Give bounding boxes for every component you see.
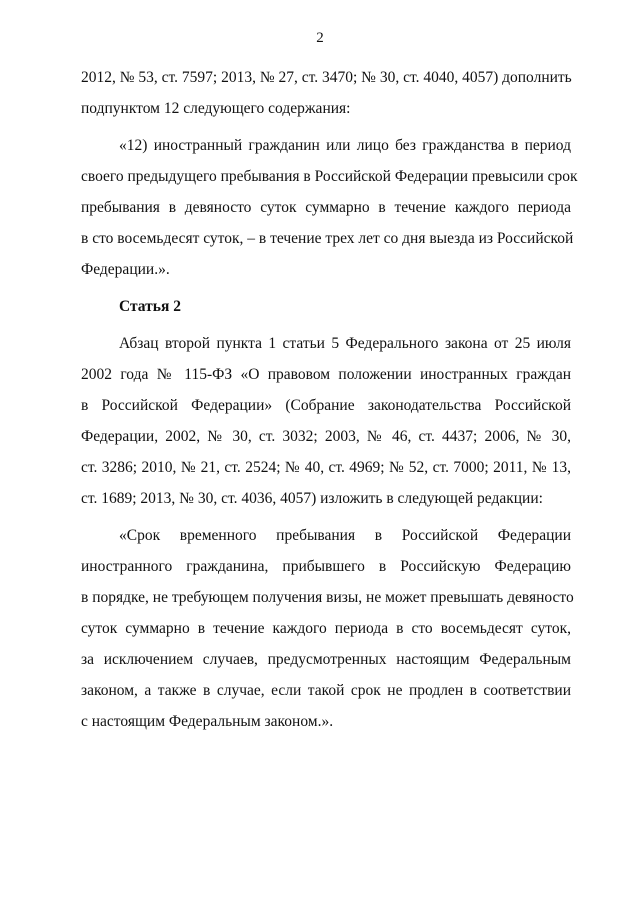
paragraph-amendment-intro [81,62,571,124]
paragraph-subclause-12 [81,130,578,285]
text-line: в сто восемьдесят суток, – в течение трех лет со дня выезда из Российской [81,230,574,247]
text-line: «12) иностранный гражданин или лицо без гражданства в период [119,137,571,154]
text-line: пребывания в девяносто суток суммарно в течение каждого периода [81,199,571,216]
text-line: в Российской Федерации» (Собрание законодательства Российской [81,397,571,414]
article-heading: Статья 2 [119,298,181,315]
text-line: суток суммарно в течение каждого периода в сто восемьдесят суток, [81,620,571,637]
text-line: Федерации.». [81,261,170,278]
document-body [81,62,578,743]
text-line: иностранного гражданина, прибывшего в Российскую Федерацию [81,558,571,575]
text-line: 2012, № 53, ст. 7597; 2013, № 27, ст. 3470; № 30, ст. 4040, 4057) дополнить [81,69,572,86]
text-line: законом, а также в случае, если такой срок не продлен в соответствии [81,682,571,699]
paragraph-article-2-intro [81,328,571,514]
text-line: ст. 1689; 2013, № 30, ст. 4036, 4057) изложить в следующей редакции: [81,490,543,507]
text-line: Федерации, 2002, № 30, ст. 3032; 2003, № 46, ст. 4437; 2006, № 30, [81,428,571,445]
text-line: подпунктом 12 следующего содержания: [81,100,351,117]
paragraph-new-wording [81,520,574,737]
text-line: ст. 3286; 2010, № 21, ст. 2524; № 40, ст. 4969; № 52, ст. 7000; 2011, № 13, [81,459,571,476]
text-line: своего предыдущего пребывания в Российской Федерации превысили срок [81,168,578,185]
text-line: Абзац второй пункта 1 статьи 5 Федерального закона от 25 июля [119,335,571,352]
page-number: 2 [316,30,324,46]
text-line: «Срок временного пребывания в Российской Федерации [119,527,571,544]
text-line: с настоящим Федеральным законом.». [81,713,334,730]
text-line: за исключением случаев, предусмотренных настоящим Федеральным [81,651,571,668]
text-line: 2002 года № 115-ФЗ «О правовом положении иностранных граждан [81,366,571,383]
text-line: в порядке, не требующем получения визы, не может превышать девяносто [81,589,574,606]
